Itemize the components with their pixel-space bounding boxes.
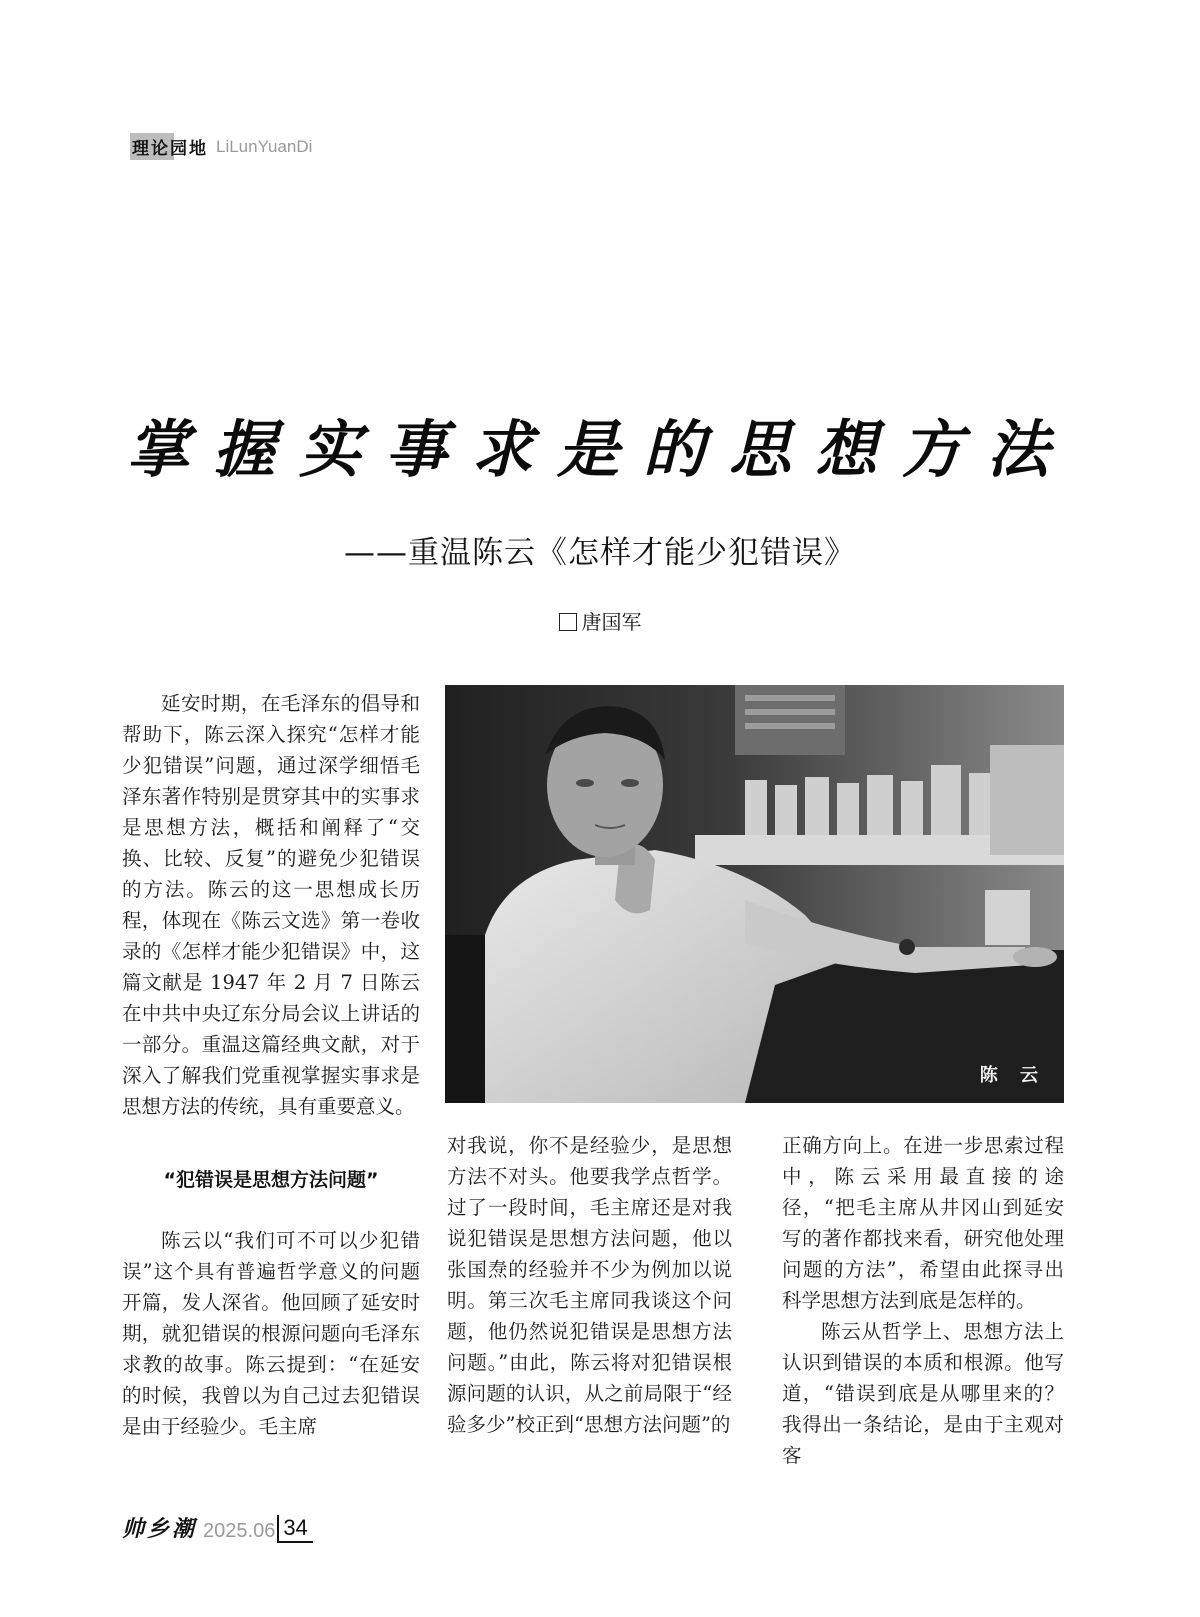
- body-paragraph: 陈云从哲学上、思想方法上认识到错误的本质和根源。他写道，“错误到底是从哪里来的？我得出一条结论，是由于主观对客: [782, 1320, 1064, 1467]
- page-number: 34: [277, 1515, 312, 1543]
- column-1-body: [122, 1225, 420, 1442]
- issue-number: 2025.06: [203, 1520, 276, 1542]
- section-subheading: “犯错误是思想方法问题”: [163, 1169, 379, 1191]
- author-box-icon: [559, 613, 577, 631]
- photo-caption: 陈 云: [979, 1065, 1046, 1086]
- article-title: 掌握实事求是的思想方法: [126, 413, 1073, 486]
- page-footer: [122, 1512, 313, 1543]
- portrait-photo-image: [445, 685, 1064, 1103]
- section-name-cn: 理论园地: [130, 133, 210, 160]
- section-name-en: LiLunYuanDi: [216, 136, 313, 156]
- author-name: 唐国军: [581, 610, 642, 634]
- column-3: [782, 1130, 1064, 1471]
- magazine-name: 帅乡潮: [122, 1516, 198, 1542]
- column-1-intro: [122, 688, 420, 1122]
- author-line: [0, 606, 1200, 635]
- body-paragraph: 对我说，你不是经验少，是思想方法不对头。他要我学点哲学。过了一段时间，毛主席还是对我说犯错误是思想方法问题，他以张国焘的经验并不少为例加以说明。第三次毛主席同我谈这个问题，他仍然说犯错误是思想方法问题。”由此，陈云将对犯错误根源问题的认识，从之前局限于“经验多少”校正到“思想方法问题”的: [447, 1134, 732, 1436]
- section-header: [130, 133, 312, 160]
- column-2: [447, 1130, 732, 1440]
- intro-paragraph: 延安时期，在毛泽东的倡导和帮助下，陈云深入探究“怎样才能少犯错误”问题，通过深学细悟毛泽东著作特别是贯穿其中的实事求是思想方法，概括和阐释了“交换、比较、反复”的避免少犯错误的方法。陈云的这一思想成长历程，体现在《陈云文选》第一卷收录的《怎样才能少犯错误》中，这篇文献是 1947 年 2 月 7 日陈云在中共中央辽东分局会议上讲话的一部分。重温这篇经典文献，对于深入了解我们党重视掌握实事求是思想方法的传统，具有重要意义。: [122, 692, 420, 1118]
- article-subtitle: ——重温陈云《怎样才能少犯错误》: [344, 535, 856, 571]
- portrait-photo: [445, 685, 1064, 1103]
- body-paragraph: 正确方向上。在进一步思索过程中，陈云采用最直接的途径，“把毛主席从井冈山到延安写的著作都找来看，研究他处理问题的方法”，希望由此探寻出科学思想方法到底是怎样的。: [782, 1134, 1064, 1312]
- body-paragraph: 陈云以“我们可不可以少犯错误”这个具有普遍哲学意义的问题开篇，发人深省。他回顾了延安时期，就犯错误的根源问题向毛泽东求教的故事。陈云提到：“在延安的时候，我曾以为自己过去犯错误是由于经验少。毛主席: [122, 1229, 420, 1438]
